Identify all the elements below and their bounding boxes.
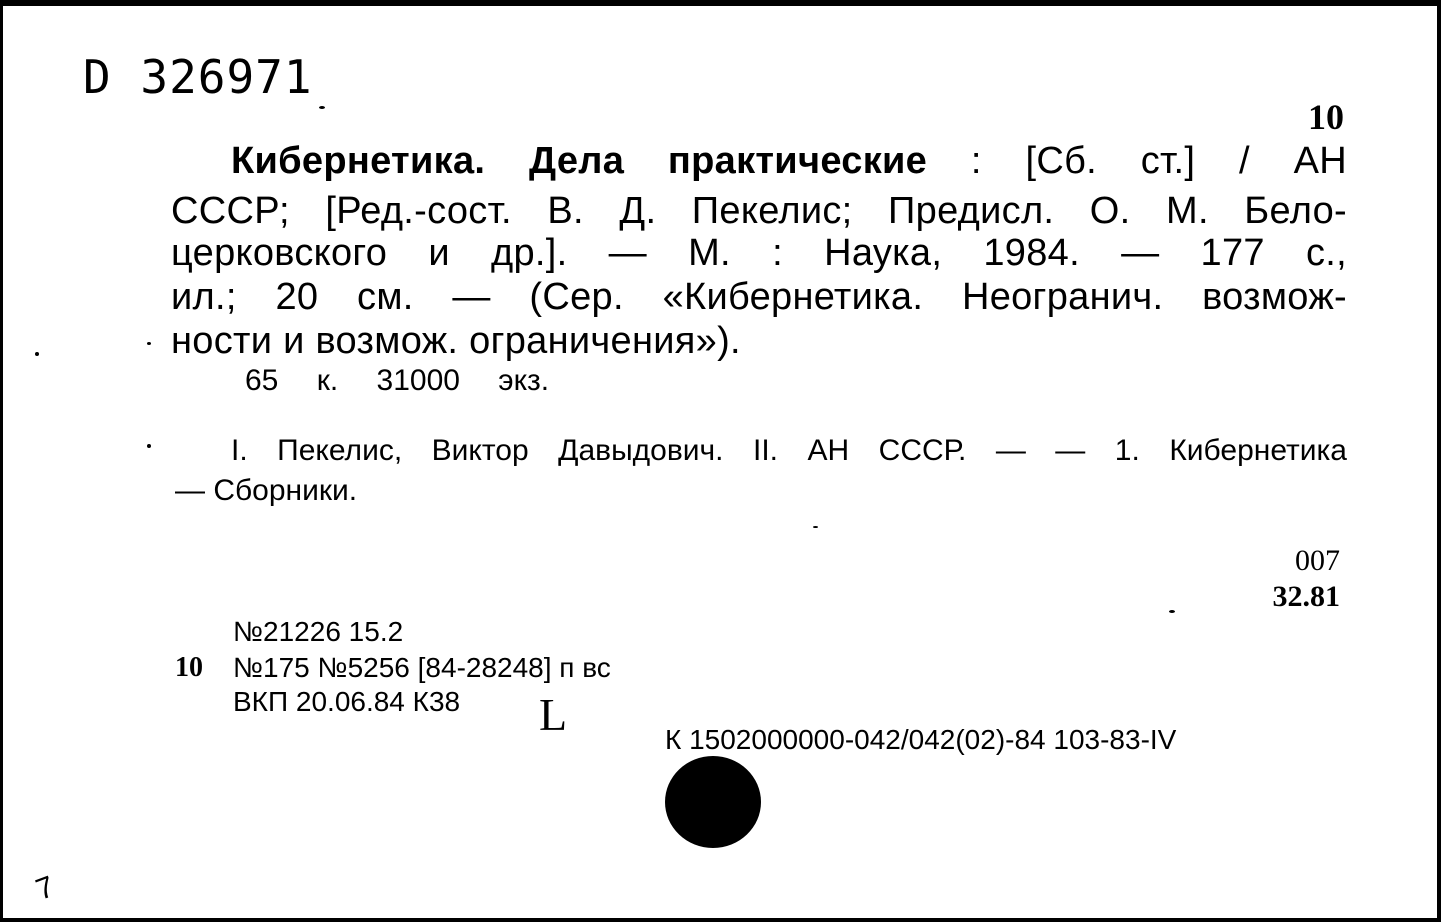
speck: [147, 342, 151, 345]
price: 65 к.: [245, 364, 339, 397]
tracing-line-2: — Сборники.: [175, 474, 358, 507]
technical-line-2-prefix: 10: [175, 652, 203, 683]
classification-code-2: 32.81: [1272, 580, 1340, 613]
print-run: 31000 экз.: [376, 364, 550, 397]
speck: [1169, 610, 1175, 613]
title-bold: Кибернетика. Дела практические: [231, 140, 928, 182]
speck: [35, 352, 39, 356]
classification-code-1: 007: [1295, 544, 1340, 577]
main-text-line-4: ил.; 20 см. — (Сер. «Кибернетика. Неогранич. возмож-: [171, 276, 1347, 318]
technical-line-2: №175 №5256 [84-28248] п вс: [233, 652, 611, 683]
technical-line-3: ВКП 20.06.84 К38: [233, 686, 461, 717]
speck: [813, 526, 818, 528]
title-rest: : [Сб. ст.] / АН: [970, 140, 1347, 182]
corner-mark: 7: [31, 870, 59, 907]
tracing-line-1: I. Пекелис, Виктор Давыдович. II. АН СССР. — — 1. Кибернетика: [231, 434, 1347, 467]
card-number: D 326971: [83, 50, 313, 104]
print-mark: L: [539, 689, 568, 740]
price-line: [245, 364, 549, 398]
speck: [319, 106, 325, 109]
catalog-code: К 1502000000-042/042(02)-84 103-83-IV: [665, 724, 1177, 755]
top-right-number: 10: [1308, 97, 1344, 137]
main-text-line-3: церковского и др.]. — М. : Наука, 1984. — 177 с.,: [171, 232, 1347, 274]
speck: [147, 444, 151, 448]
punch-hole: [665, 756, 761, 848]
main-text-line-5: ности и возмож. ограничения»).: [171, 320, 741, 362]
main-text-line-2: СССР; [Ред.-сост. В. Д. Пекелис; Предисл. О. М. Бело-: [171, 190, 1347, 232]
technical-line-1: №21226 15.2: [233, 616, 404, 647]
main-text-line-1: [231, 140, 1347, 183]
